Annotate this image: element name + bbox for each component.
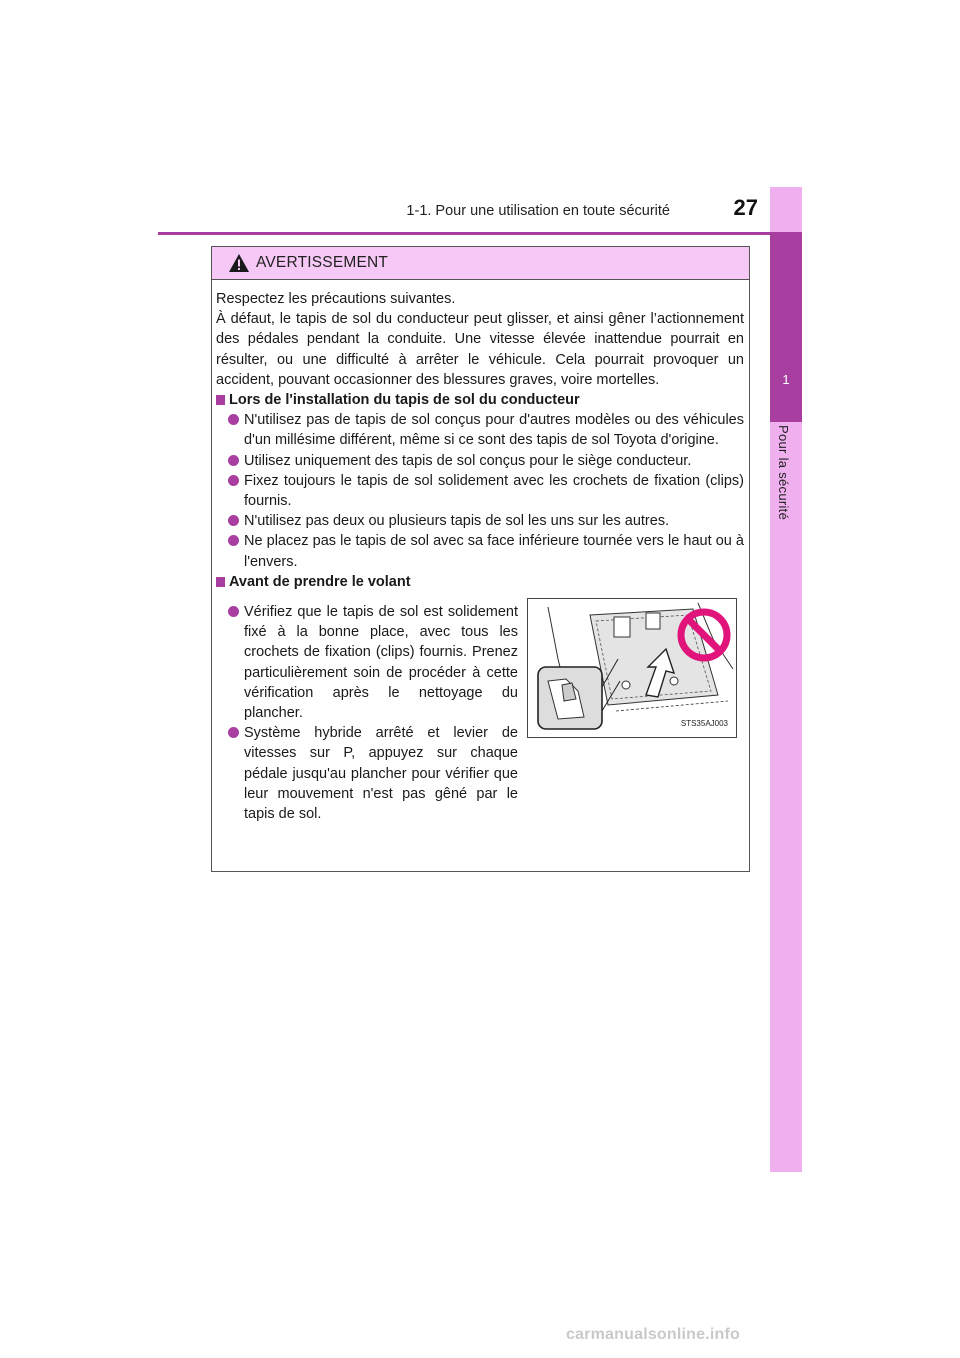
bullet-dot-icon: [228, 475, 239, 486]
intro-line: Respectez les précautions suivantes.: [216, 291, 456, 307]
warning-content: [216, 289, 744, 838]
intro-paragraph: À défaut, le tapis de sol du conducteur peut glisser, et ainsi gêner l’actionnement des pédales pendant la conduite. Une vitesse élevée inattendue pourrait en résulter, ou une difficulté à arrêter le véhicule. Cela pourrait provoquer un accident, pouvant occasionner des blessures graves, voire mortelles.: [216, 311, 744, 388]
left-column: [216, 598, 518, 824]
square-bullet-icon: [216, 395, 225, 405]
two-column-block: [216, 598, 744, 838]
list-item: Ne placez pas le tapis de sol avec sa face inférieure tournée vers le haut ou à l'envers.: [216, 531, 744, 571]
section-heading-before-driving: Avant de prendre le volant: [216, 572, 744, 592]
list-item: Vérifiez que le tapis de sol est solidement fixé à la bonne place, avec tous les crochets de fixation (clips) fournis. Prenez particulièrement soin de procéder à cette vérification après le nettoyage du plancher.: [216, 602, 518, 723]
warning-label: AVERTISSEMENT: [256, 254, 389, 271]
figure-code: STS35AJ003: [680, 718, 728, 728]
bullet-dot-icon: [228, 535, 239, 546]
section-title: 1-1. Pour une utilisation en toute sécurité: [406, 203, 670, 219]
chapter-number: 1: [782, 372, 790, 387]
list-item: Fixez toujours le tapis de sol solidement avec les crochets de fixation (clips) fournis.: [216, 471, 744, 511]
list-item: N'utilisez pas de tapis de sol conçus pour d'autres modèles ou des véhicules d'un millésime différent, même si ce sont des tapis de sol Toyota d'origine.: [216, 410, 744, 450]
list-item: Système hybride arrêté et levier de vitesses sur P, appuyez sur chaque pédale jusqu'au plancher pour vérifier que leur mouvement n'est pas gêné par le tapis de sol.: [216, 723, 518, 824]
list-item: N'utilisez pas deux ou plusieurs tapis de sol les uns sur les autres.: [216, 511, 744, 531]
page-number: 27: [733, 195, 758, 220]
bullet-dot-icon: [228, 606, 239, 617]
side-tab-chapter-block: [770, 232, 802, 422]
bullet-dot-icon: [228, 727, 239, 738]
watermark: carmanualsonline.info: [566, 1326, 741, 1343]
warning-header: [212, 247, 749, 280]
floor-mat-illustration: [527, 598, 737, 738]
chapter-title: Pour la sécurité: [776, 425, 791, 521]
header-rule: [158, 232, 802, 235]
section-heading-installation: Lors de l'installation du tapis de sol du conducteur: [216, 390, 744, 410]
bullet-dot-icon: [228, 414, 239, 425]
bullet-dot-icon: [228, 515, 239, 526]
list-item: Utilisez uniquement des tapis de sol conçus pour le siège conducteur.: [216, 451, 744, 471]
warning-triangle-icon: [228, 253, 250, 273]
bullet-dot-icon: [228, 455, 239, 466]
warning-box: [211, 246, 750, 872]
square-bullet-icon: [216, 577, 225, 587]
